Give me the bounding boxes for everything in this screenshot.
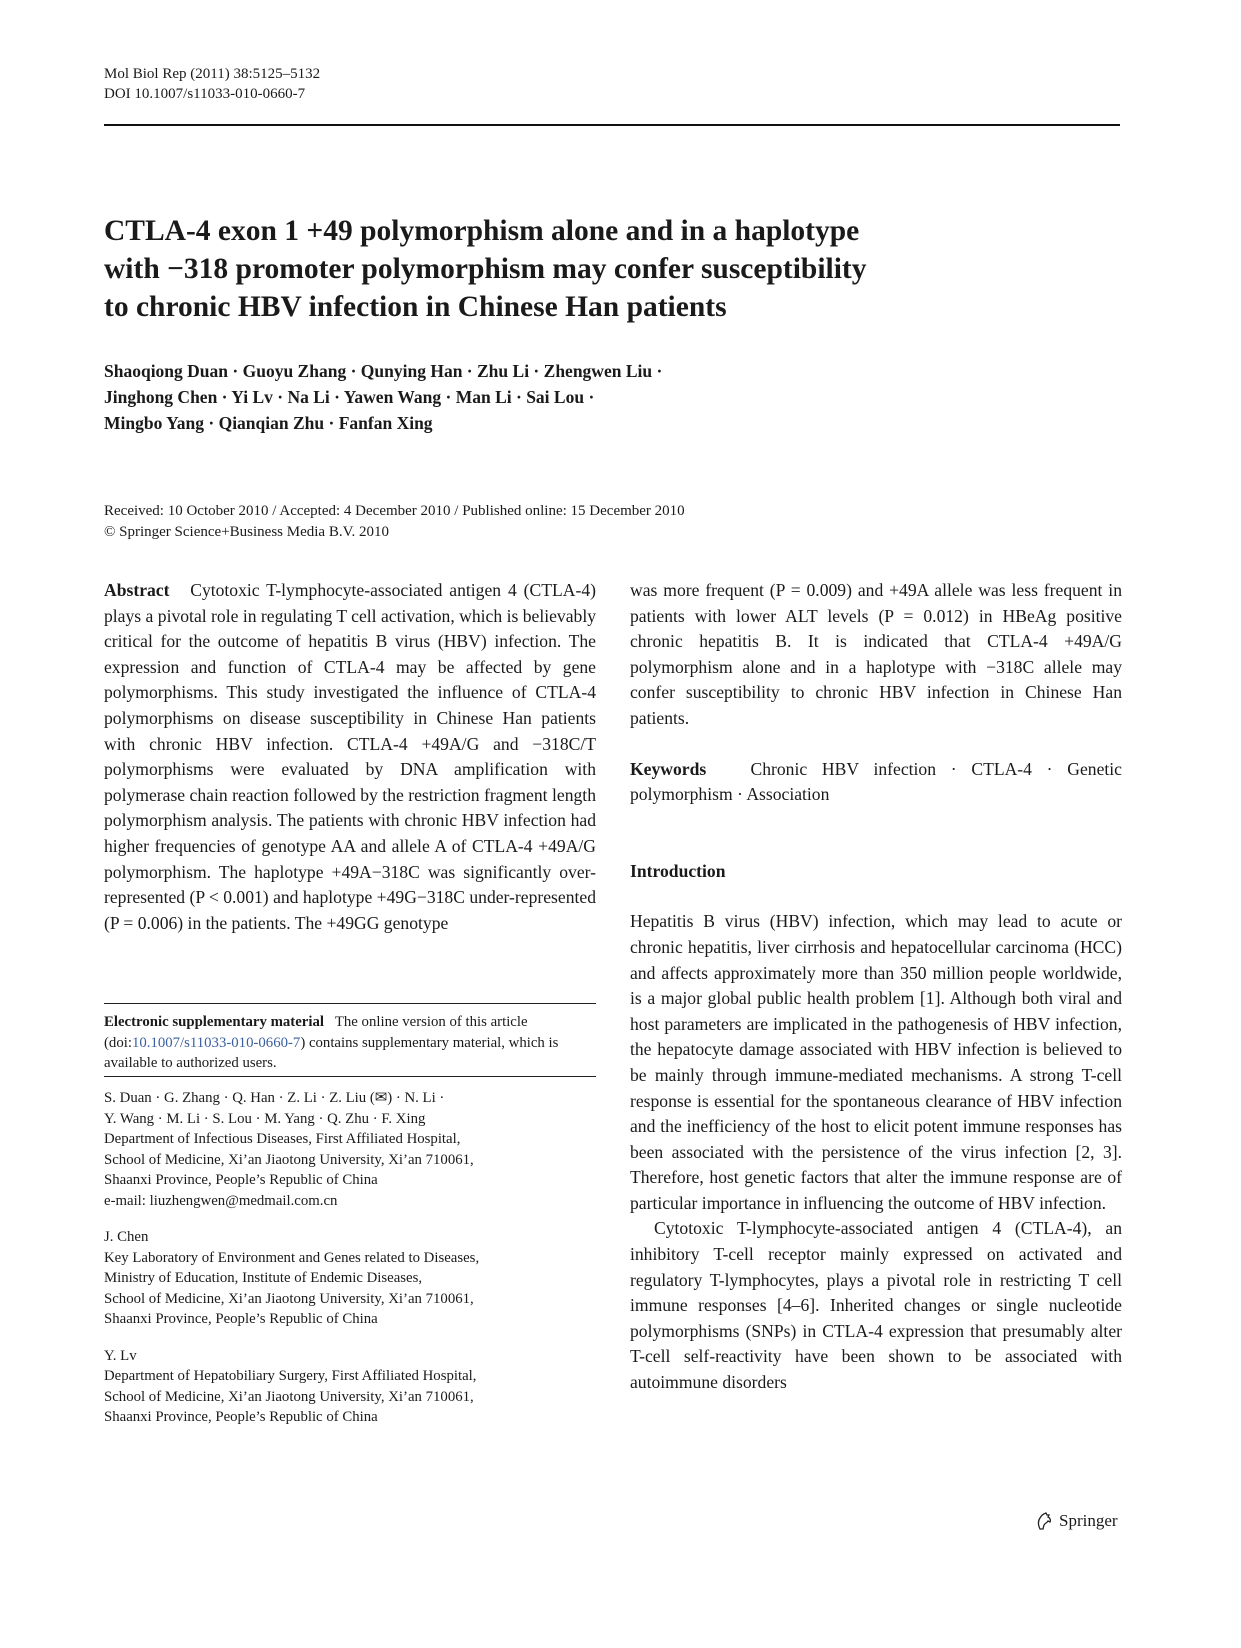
footnote-rule-2 — [104, 1076, 596, 1077]
abstract-text-left: Cytotoxic T-lymphocyte-associated antigen 4 (CTLA-4) plays a pivotal role in regulating T cell activation, which is believably critical for the outcome of hepatitis B virus (HBV) infection. The expression and function of CTLA-4 may be affected by gene polymorphisms. This study investigated the influence of CTLA-4 polymorphisms on disease susceptibility in Chinese Han patients with chronic HBV infection. CTLA-4 +49A/G and −318C/T polymorphisms were evaluated by DNA amplification with polymerase chain reaction followed by the restriction fragment length polymorphism analysis. The patients with chronic HBV infection had higher frequencies of genotype AA and allele A of CTLA-4 +49A/G polymorphism. The haplotype +49A−318C was significantly over-represented (P < 0.001) and haplotype +49G−318C under-represented (P = 0.006) in the patients. The +49GG genotype — [104, 580, 596, 933]
author-list — [104, 358, 1004, 436]
aff3-line-2: School of Medicine, Xi’an Jiaotong University, Xi’an 710061, — [104, 1388, 474, 1405]
title-line-2: with −318 promoter polymorphism may confer susceptibility — [104, 253, 867, 285]
keywords-text: Chronic HBV infection · CTLA-4 · Genetic polymorphism · Association — [630, 758, 1122, 805]
affiliation-3 — [104, 1346, 574, 1428]
esm-label: Electronic supplementary material — [104, 1014, 324, 1030]
intro-paragraph-1: Hepatitis B virus (HBV) infection, which may lead to acute or chronic hepatitis, liver cirrhosis and hepatocellular carcinoma (HCC) and affects approximately more than 350 million people worldwide, is a major global public health problem [1]. Although both viral and host parameters are implicated in the pathogenesis of HBV infection, the hepatocyte damage associated with HBV infection is believed to be mainly through immune-mediated mechanisms. A strong T-cell response is essential for the spontaneous clearance of HBV infection and the inefficiency of the host to elicit potent immune responses has been associated with the persistence of the virus infection [2, 3]. Therefore, host genetic factors that alter the immune response are of particular importance in influencing the outcome of HBV infection. — [630, 911, 1122, 1213]
affiliations — [104, 1088, 574, 1428]
springer-horse-icon — [1034, 1511, 1054, 1531]
aff2-line-2: Ministry of Education, Institute of Endemic Diseases, — [104, 1270, 423, 1286]
supplementary-note — [104, 1012, 574, 1074]
intro-paragraph-2: Cytotoxic T-lymphocyte-associated antigen 4 (CTLA-4), an inhibitory T-cell receptor mainly expressed on activated and regulatory T-lymphocytes, plays a pivotal role in restricting T cell immune responses [4–6]. Inherited changes or single nucleotide polymorphisms (SNPs) in CTLA-4 expression that presumably alter T-cell self-reactivity have been shown to be associated with autoimmune disorders — [630, 1218, 1122, 1393]
aff1-names-1: S. Duan · G. Zhang · Q. Han · Z. Li · Z. Liu (✉) · N. Li · — [104, 1090, 445, 1106]
aff1-names-2: Y. Wang · M. Li · S. Lou · M. Yang · Q. Zhu · F. Xing — [104, 1110, 426, 1127]
received-dates: Received: 10 October 2010 / Accepted: 4 December 2010 / Published online: 15 December 2010 — [104, 503, 685, 519]
affiliation-2 — [104, 1227, 574, 1330]
aff1-line-3: Shaanxi Province, People’s Republic of China — [104, 1172, 378, 1188]
aff2-line-4: Shaanxi Province, People’s Republic of China — [104, 1311, 378, 1327]
publication-dates — [104, 501, 685, 543]
article-title — [104, 212, 1054, 326]
title-line-3: to chronic HBV infection in Chinese Han patients — [104, 291, 727, 323]
aff3-name: Y. Lv — [104, 1347, 137, 1364]
esm-doi-link[interactable]: 10.1007/s11033-010-0660-7 — [131, 1034, 301, 1051]
affiliation-1 — [104, 1088, 574, 1211]
header-rule — [104, 124, 1120, 126]
publisher-name: Springer — [1059, 1511, 1118, 1530]
left-column — [104, 578, 596, 936]
title-line-1: CTLA-4 exon 1 +49 polymorphism alone and in a haplotype — [104, 215, 860, 247]
publisher-logo — [1034, 1510, 1118, 1532]
keywords-paragraph — [630, 757, 1122, 808]
esm-text-a: The online version of this article (doi: — [104, 1014, 528, 1051]
aff3-line-1: Department of Hepatobiliary Surgery, First Affiliated Hospital, — [104, 1368, 477, 1384]
corresponding-email[interactable]: e-mail: liuzhengwen@medmail.com.cn — [104, 1192, 338, 1209]
aff3-line-3: Shaanxi Province, People’s Republic of China — [104, 1409, 378, 1425]
aff2-line-1: Key Laboratory of Environment and Genes related to Diseases, — [104, 1249, 480, 1266]
aff1-line-2: School of Medicine, Xi’an Jiaotong University, Xi’an 710061, — [104, 1151, 474, 1168]
authors-line-1: Shaoqiong Duan · Guoyu Zhang · Qunying Han · Zhu Li · Zhengwen Liu · — [104, 361, 663, 381]
aff2-name: J. Chen — [104, 1229, 149, 1245]
abstract-paragraph — [104, 578, 596, 936]
abstract-continuation: was more frequent (P = 0.009) and +49A allele was less frequent in patients with lower ALT levels (P = 0.012) in HBeAg positive chronic hepatitis B. It is indicated that CTLA-4 +49A/G polymorphism alone and in a haplotype with −318C allele may confer susceptibility to chronic HBV infection in Chinese Han patients. — [630, 580, 1122, 728]
introduction-heading: Introduction — [630, 860, 726, 881]
esm-text-b: ) contains supplementary material, which is available to authorized users. — [104, 1034, 559, 1071]
journal-doi: DOI 10.1007/s11033-010-0660-7 — [104, 86, 306, 102]
abstract-label: Abstract — [104, 580, 170, 600]
right-column — [630, 578, 1122, 1396]
aff1-line-1: Department of Infectious Diseases, First Affiliated Hospital, — [104, 1131, 461, 1147]
aff2-line-3: School of Medicine, Xi’an Jiaotong University, Xi’an 710061, — [104, 1290, 474, 1307]
authors-line-2: Jinghong Chen · Yi Lv · Na Li · Yawen Wang · Man Li · Sai Lou · — [104, 387, 595, 407]
copyright-notice: © Springer Science+Business Media B.V. 2010 — [104, 524, 389, 540]
journal-citation: Mol Biol Rep (2011) 38:5125–5132 — [104, 66, 321, 82]
keywords-label: Keywords — [630, 758, 707, 779]
journal-header — [104, 64, 320, 104]
authors-line-3: Mingbo Yang · Qianqian Zhu · Fanfan Xing — [104, 413, 433, 433]
footnote-rule-1 — [104, 1003, 596, 1004]
